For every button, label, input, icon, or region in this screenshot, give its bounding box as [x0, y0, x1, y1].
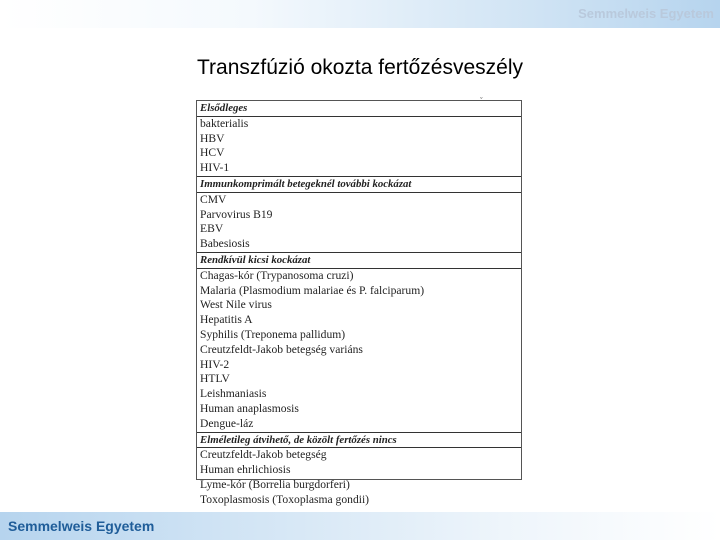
pathogen-cell: Creutzfeldt-Jakob betegség [200, 448, 327, 462]
table-row [197, 372, 521, 387]
page-title: Transzfúzió okozta fertőzésveszély [196, 56, 524, 79]
table-row [197, 161, 521, 176]
section-header-row [197, 252, 521, 268]
footer-banner [0, 512, 720, 540]
pathogen-cell: Lyme-kór (Borrelia burgdorferi) [200, 477, 350, 491]
pathogen-cell: Human ehrlichiosis [200, 463, 291, 477]
table-row [197, 402, 521, 417]
pathogen-cell: Syphilis (Treponema pallidum) [200, 327, 346, 341]
section-heading: Elsődleges [197, 101, 521, 116]
pathogen-cell: CMV [200, 192, 227, 206]
table-row [197, 478, 521, 493]
pathogen-cell: Creutzfeldt-Jakob betegség variáns [200, 342, 363, 356]
section-header-row [197, 176, 521, 192]
pathogen-cell: Chagas-kór (Trypanosoma cruzi) [200, 268, 354, 282]
infection-risk-table [196, 100, 522, 506]
table-row [197, 328, 521, 343]
pathogen-cell: HBV [200, 131, 225, 145]
section-heading: Immunkomprimált betegeknél további kockázat [197, 176, 521, 192]
pathogen-cell: Malaria (Plasmodium malariae és P. falciparum) [200, 283, 425, 297]
pathogen-cell: Dengue-láz [200, 416, 254, 430]
table-row [197, 116, 521, 131]
risk-table [197, 101, 521, 508]
header-banner [0, 0, 720, 28]
pathogen-cell: Leishmaniasis [200, 387, 267, 401]
table-row [197, 208, 521, 223]
pathogen-cell: bakterialis [200, 116, 249, 130]
pathogen-cell: HTLV [200, 372, 230, 386]
pathogen-cell: HIV-1 [200, 161, 230, 175]
table-row [197, 463, 521, 478]
pathogen-cell: HIV-2 [200, 357, 230, 371]
table-row [197, 358, 521, 373]
table-row [197, 192, 521, 207]
pathogen-cell: Babesiosis [200, 237, 250, 251]
table-row [197, 284, 521, 299]
section-heading: Rendkívül kicsi kockázat [197, 252, 521, 268]
pathogen-cell: HCV [200, 146, 225, 160]
table-row [197, 132, 521, 147]
table-row [197, 343, 521, 358]
section-header-row [197, 432, 521, 448]
table-row [197, 448, 521, 463]
footer-brand-text: Semmelweis Egyetem [8, 518, 155, 534]
section-header-row [197, 101, 521, 116]
table-row [197, 268, 521, 283]
table-row [197, 417, 521, 432]
table-row [197, 298, 521, 313]
pathogen-cell: Human anaplasmosis [200, 401, 299, 415]
table-row [197, 493, 521, 508]
brand-logo-text: Semmelweis Egyetem [578, 6, 714, 21]
section-heading: Elméletileg átvihető, de közölt fertőzés nincs [197, 432, 521, 448]
pathogen-cell: Hepatitis A [200, 313, 253, 327]
pathogen-cell: EBV [200, 222, 224, 236]
pathogen-cell: West Nile virus [200, 298, 272, 312]
pathogen-cell: Parvovirus B19 [200, 207, 273, 221]
table-row [197, 313, 521, 328]
scan-mark: ˇ [480, 96, 483, 105]
pathogen-cell: Toxoplasmosis (Toxoplasma gondii) [200, 492, 370, 506]
table-row [197, 237, 521, 252]
table-row [197, 387, 521, 402]
table-row [197, 146, 521, 161]
table-row [197, 222, 521, 237]
